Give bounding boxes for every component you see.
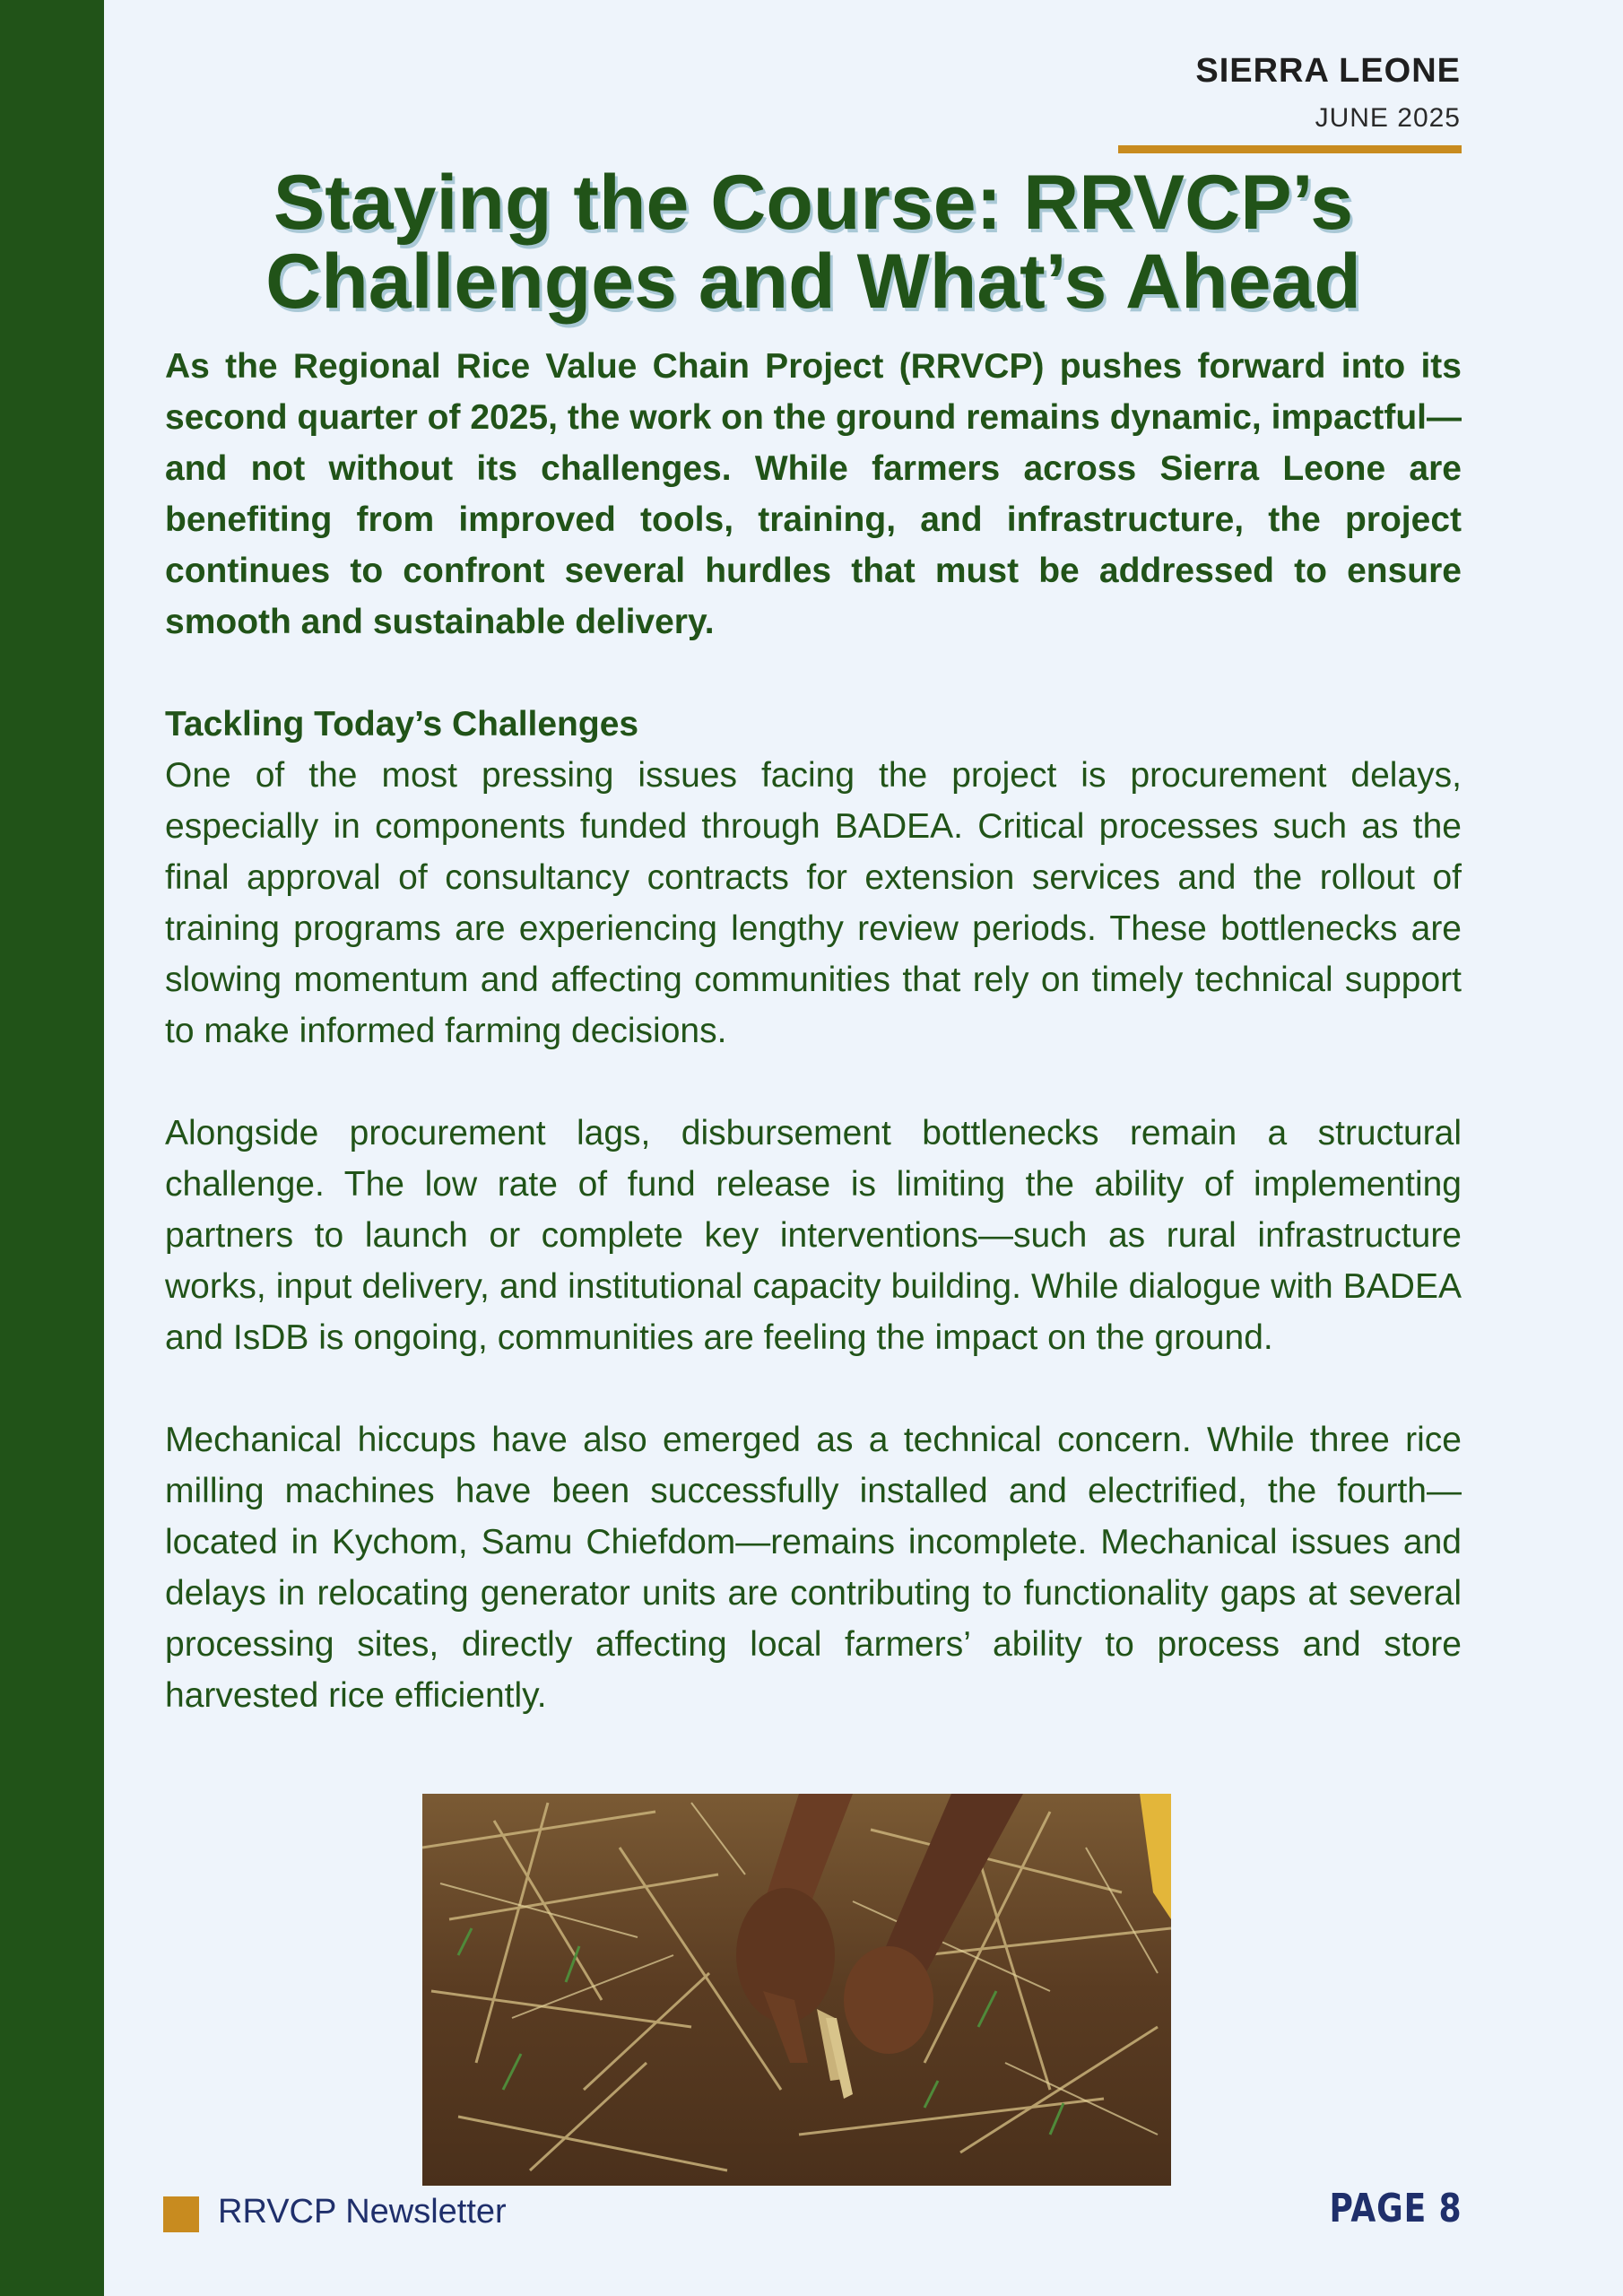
issue-date: JUNE 2025 xyxy=(1315,103,1461,133)
body-paragraph: Alongside procurement lags, disbursement bottlenecks remain a structural challenge. The low rate of fund release is limiting the ability of implementing partners to launch or complete key interventions—such as rural infrastructure works, input delivery, and institutional capacity building. While dialogue with BADEA and IsDB is ongoing, communities are feeling the impact on the ground. xyxy=(165,1114,1462,1357)
body-paragraph: One of the most pressing issues facing the project is procurement delays, especially in components funded through BADEA. Critical processes such as the final approval of consultancy contracts for extension services and the rollout of training programs are experiencing lengthy review periods. These bottlenecks are slowing momentum and affecting communities that rely on timely technical support to make informed farming decisions. xyxy=(165,756,1462,1050)
intro-paragraph: As the Regional Rice Value Chain Project (RRVCP) pushes forward into its second quarter of 2025, the work on the ground remains dynamic, impactful—and not without its challenges. While farmers across Sierra Leone are benefiting from improved tools, training, and infrastructure, the project continues to confront several hurdles that must be addressed to ensure smooth and sustainable delivery. xyxy=(165,347,1462,641)
section-heading: Tackling Today’s Challenges xyxy=(165,705,639,744)
page-number: PAGE 8 xyxy=(1329,2186,1462,2231)
green-sidebar xyxy=(0,0,104,2296)
article-body xyxy=(165,341,1462,1721)
footer-square-icon xyxy=(163,2196,199,2232)
country-label: SIERRA LEONE xyxy=(1195,52,1461,90)
article-title: Staying the Course: RRVCP’s Challenges and What’s Ahead xyxy=(265,160,1361,325)
newsletter-label: RRVCP Newsletter xyxy=(218,2193,507,2231)
header-divider xyxy=(1118,145,1462,153)
rice-planting-photo xyxy=(422,1794,1171,2186)
body-paragraph: Mechanical hiccups have also emerged as a technical concern. While three rice milling machines have been successfully installed and electrified, the fourth—located in Kychom, Samu Chiefdom—remains incomplete. Mechanical issues and delays in relocating generator units are contributing to functionality gaps at several processing sites, directly affecting local farmers’ ability to process and store harvested rice efficiently. xyxy=(165,1421,1462,1715)
